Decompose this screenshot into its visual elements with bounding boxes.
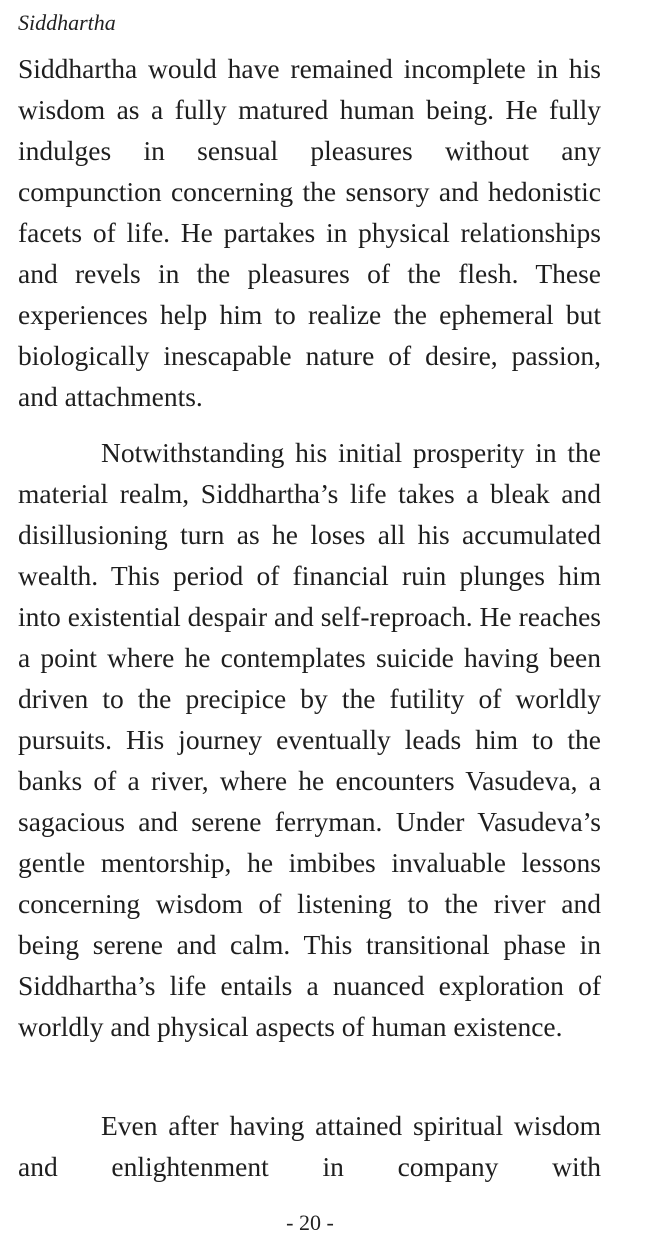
running-header-title: Siddhartha <box>18 10 116 35</box>
page-number: - 20 - <box>286 1210 334 1235</box>
body-paragraph-2: Notwithstanding his initial prosperity in the material realm, Siddhartha’s life takes a bleak and disillusioning turn as he loses all his accumulated wealth. This period of financial ruin plunges him into existential despair and self-reproach. He reaches a point where he contemplates suicide having been driven to the precipice by the futility of worldly pursuits. His journey eventually leads him to the banks of a river, where he encounters Vasudeva, a sagacious and serene ferryman. Under Vasudeva’s gentle mentorship, he imbibes invaluable lessons concerning wisdom of listening to the river and being serene and calm. This transitional phase in Siddhartha’s life entails a nuanced exploration of worldly and physical aspects of human existence. <box>18 437 601 1042</box>
body-paragraph-1: Siddhartha would have remained incomplete in his wisdom as a fully matured human being. He fully indulges in sensual pleasures without any compunction concerning the sensory and hedonistic facets of life. He partakes in physical relationships and revels in the pleasures of the flesh. These experiences help him to realize the ephemeral but biologically inescapable nature of desire, passion, and attachments. <box>18 53 601 412</box>
body-paragraph-3: Even after having attained spiritual wisdom and enlightenment in company with <box>18 1110 601 1182</box>
